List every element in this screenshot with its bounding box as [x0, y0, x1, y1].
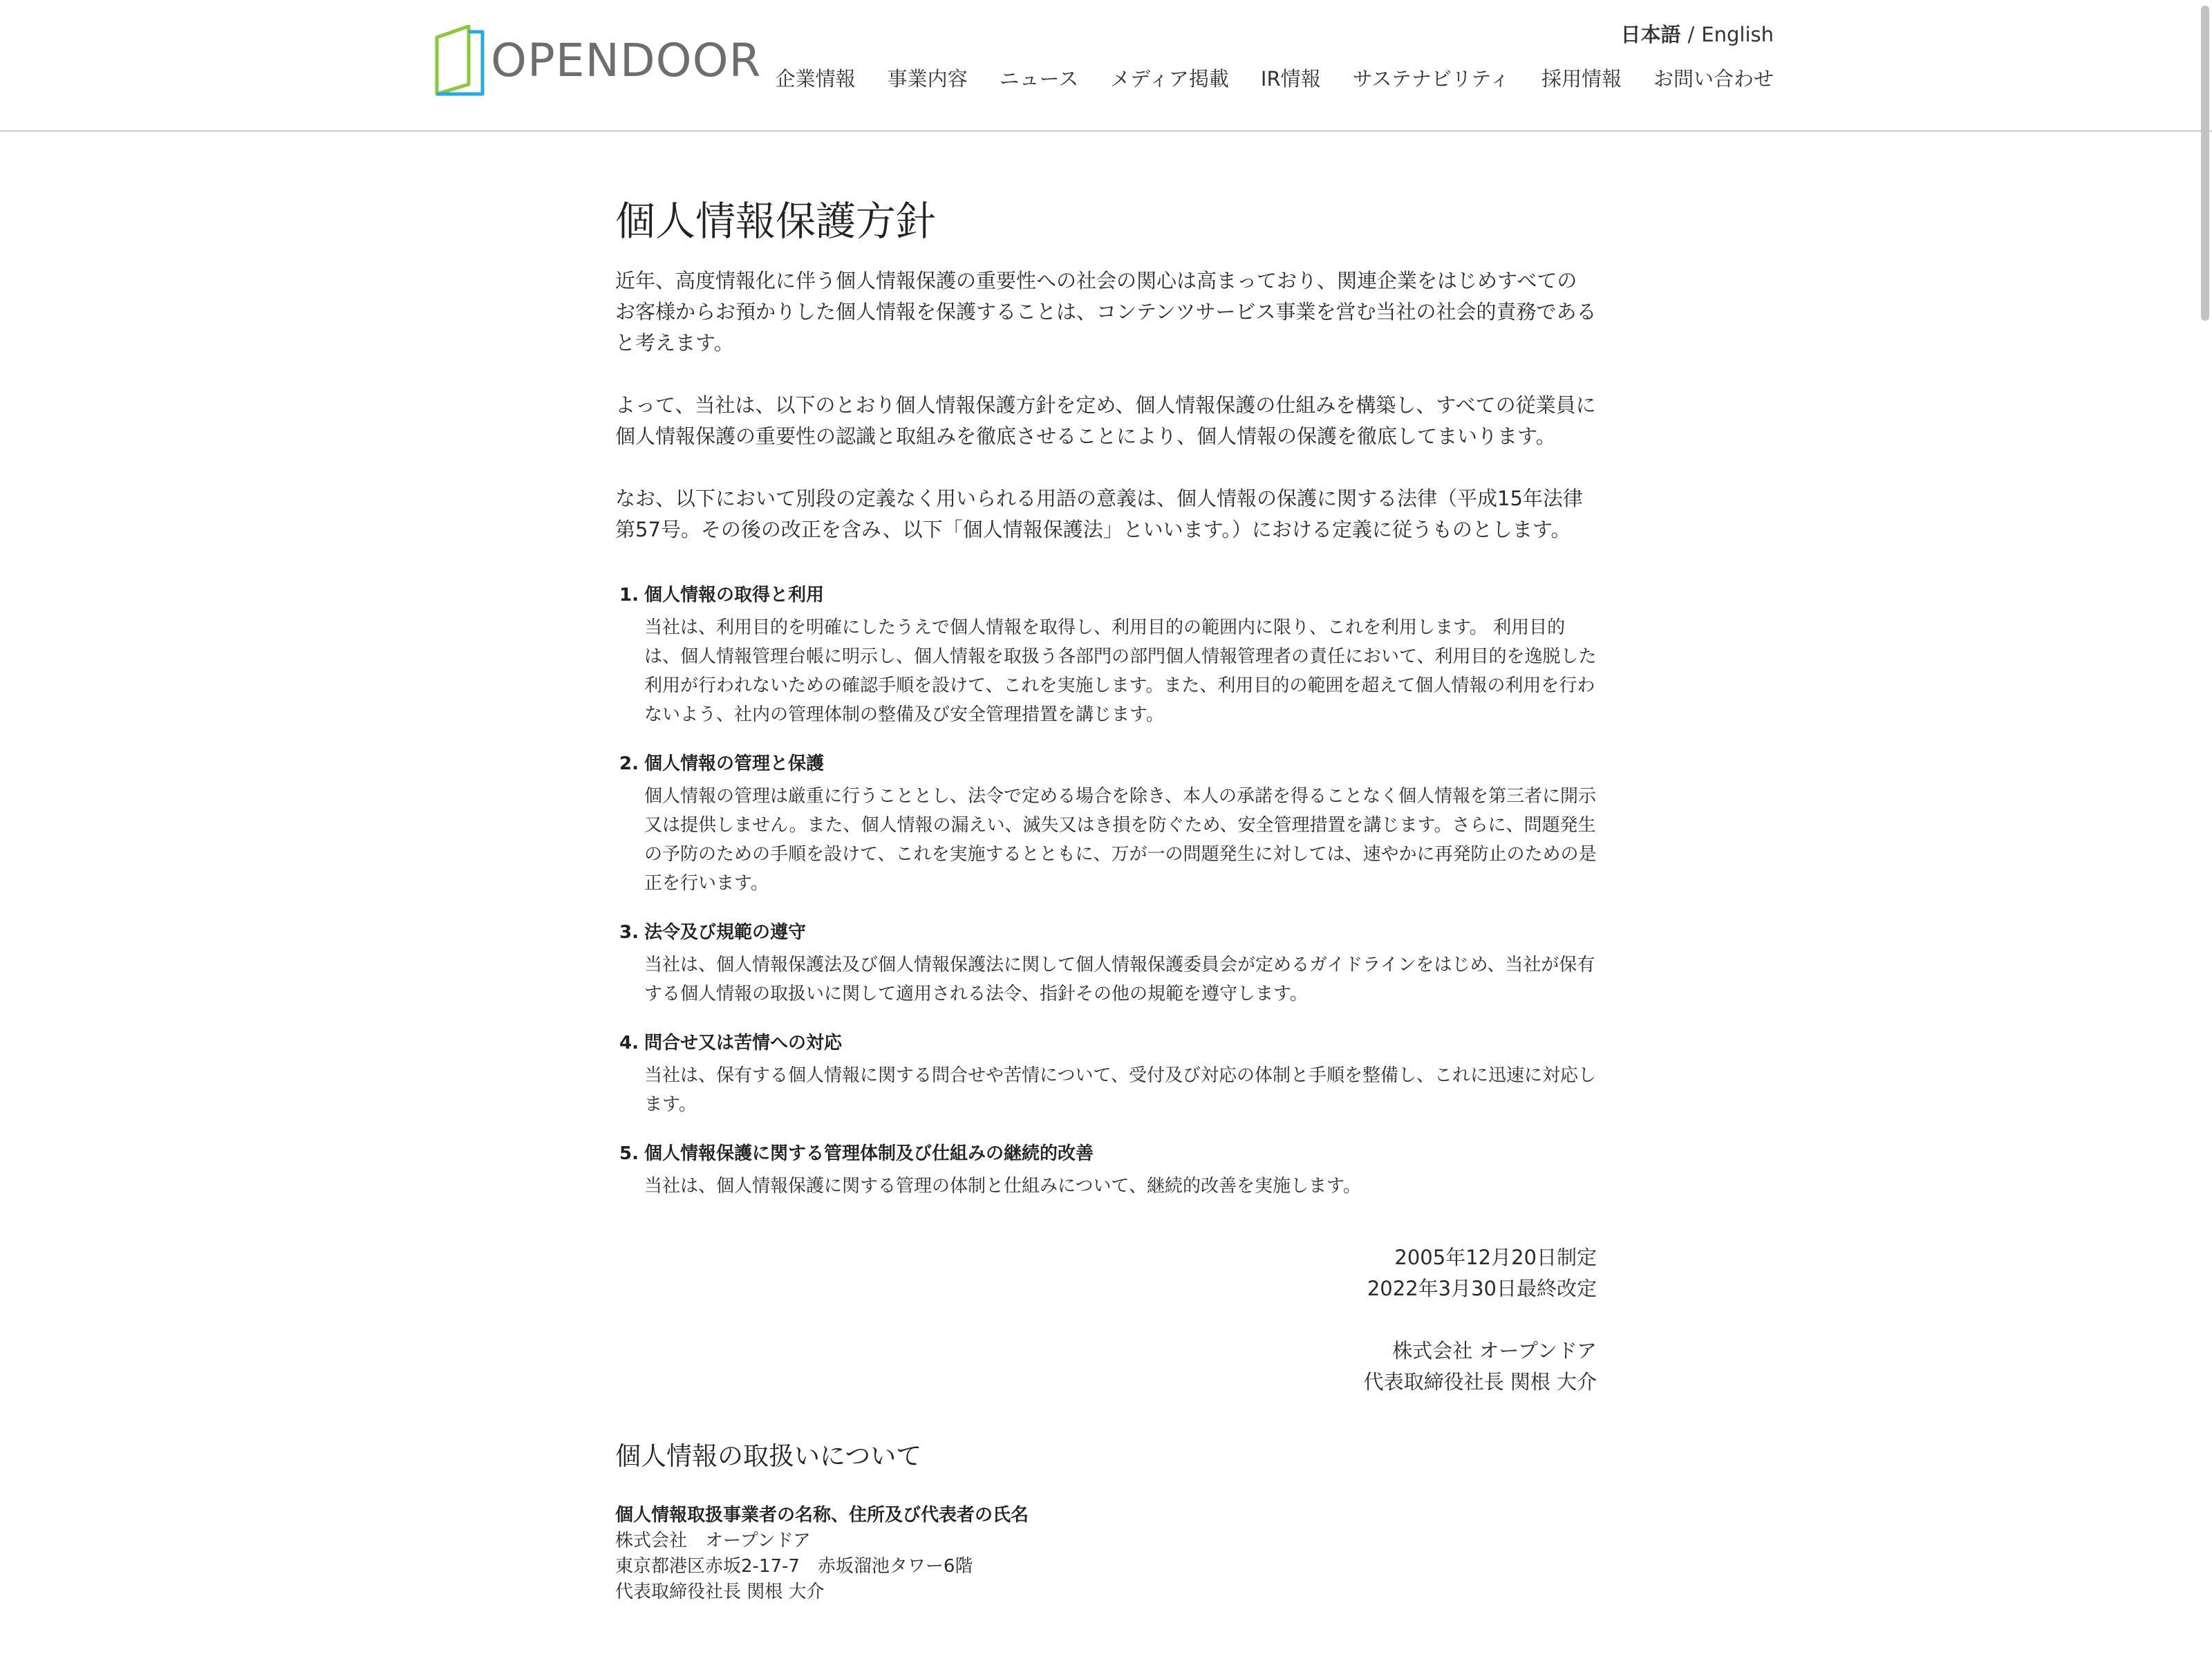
policy-item	[615, 750, 1597, 898]
nav-business[interactable]: 事業内容	[887, 67, 968, 91]
policy-number: 2.	[619, 753, 639, 774]
handler-company: 株式会社 オープンドア	[615, 1530, 811, 1551]
policy-item	[615, 919, 1597, 1009]
main-nav	[776, 64, 1774, 92]
lang-english-link[interactable]: English	[1701, 23, 1774, 46]
policy-heading	[615, 1029, 1597, 1057]
policy-body: 個人情報の管理は厳重に行うこととし、法令で定める場合を除き、本人の承諾を得ることなく個人情報を第三者に開示又は提供しません。また、個人情報の漏えい、滅失又はき損を防ぐため、安全管理措置を講じます。さらに、問題発生の予防のための手順を設けて、これを実施するとともに、万が一の問題発生に対しては、速やかに再発防止のための是正を行います。	[644, 786, 1597, 894]
policy-heading-text: 個人情報保護に関する管理体制及び仕組みの継続的改善	[644, 1143, 1094, 1164]
handler-heading: 個人情報取扱事業者の名称、住所及び代表者の氏名	[615, 1505, 1029, 1526]
spacer	[615, 1304, 1597, 1335]
handler-address: 東京都港区赤坂2-17-7 赤坂溜池タワー6階	[615, 1556, 973, 1577]
page-title: 個人情報保護方針	[615, 198, 937, 245]
logo-text: OPENDOOR	[491, 34, 762, 87]
nav-recruit[interactable]: 採用情報	[1541, 67, 1622, 91]
nav-company-info[interactable]: 企業情報	[775, 67, 856, 91]
section-title: 個人情報の取扱いについて	[615, 1441, 922, 1471]
vertical-scrollbar[interactable]	[2198, 0, 2212, 1659]
intro-paragraph: よって、当社は、以下のとおり個人情報保護方針を定め、個人情報保護の仕組みを構築し、すべての従業員に個人情報保護の重要性の認識と取組みを徹底させることにより、個人情報の保護を徹底してまいります。	[615, 393, 1596, 448]
intro	[615, 265, 1597, 545]
policy-item	[615, 1140, 1597, 1201]
policy-heading-text: 個人情報の取得と利用	[644, 585, 824, 606]
lang-separator: /	[1687, 23, 1695, 46]
nav-media[interactable]: メディア掲載	[1110, 67, 1229, 91]
policy-heading	[615, 750, 1597, 778]
nav-sustainability[interactable]: サステナビリティ	[1352, 67, 1510, 91]
policy-body: 当社は、個人情報保護に関する管理の体制と仕組みについて、継続的改善を実施します。	[644, 1176, 1361, 1197]
opendoor-logo[interactable]	[434, 25, 761, 97]
revised-date: 2022年3月30日最終改定	[1367, 1277, 1597, 1300]
site-header	[0, 0, 2212, 132]
main-content	[615, 187, 1597, 1605]
policy-body: 当社は、利用目的を明確にしたうえで個人情報を取得し、利用目的の範囲内に限り、これを利用します。 利用目的は、個人情報管理台帳に明示し、個人情報を取扱う各部門の部門個人情報管理者の責任において、利用目的を逸脱した利用が行われないための確認手順を設けて、これを実施します。また、利用目的の範囲を超えて個人情報の利用を行わないよう、社内の管理体制の整備及び安全管理措置を講じます。	[644, 617, 1597, 725]
policy-body: 当社は、個人情報保護法及び個人情報保護法に関して個人情報保護委員会が定めるガイドラインをはじめ、当社が保有する個人情報の取扱いに関して適用される法令、指針その他の規範を遵守します。	[644, 955, 1595, 1004]
policy-number: 5.	[619, 1143, 639, 1164]
policy-heading-text: 個人情報の管理と保護	[644, 753, 824, 774]
handler-info	[615, 1503, 1597, 1605]
policy-heading-text: 法令及び規範の遵守	[644, 922, 806, 943]
policy-heading-text: 問合せ又は苦情への対応	[644, 1033, 842, 1053]
policy-heading	[615, 581, 1597, 609]
nav-ir[interactable]: IR情報	[1260, 67, 1321, 91]
language-switch	[1620, 19, 1774, 48]
policy-number: 4.	[619, 1033, 639, 1053]
policy-number: 3.	[619, 922, 639, 943]
handler-representative: 代表取締役社長 関根 大介	[615, 1582, 825, 1602]
established-date: 2005年12月20日制定	[1394, 1246, 1597, 1269]
policy-item	[615, 581, 1597, 729]
open-door-logo-icon	[434, 25, 485, 97]
policy-number: 1.	[619, 585, 639, 606]
policy-item	[615, 1029, 1597, 1119]
scrollbar-thumb[interactable]	[2201, 6, 2209, 321]
nav-contact[interactable]: お問い合わせ	[1653, 67, 1774, 91]
company-name: 株式会社 オープンドア	[1392, 1339, 1597, 1362]
nav-news[interactable]: ニュース	[999, 67, 1079, 91]
signature-block	[615, 1242, 1597, 1398]
policy-body: 当社は、保有する個人情報に関する問合せや苦情について、受付及び対応の体制と手順を整備し、これに迅速に対応します。	[644, 1065, 1596, 1115]
intro-paragraph: なお、以下において別段の定義なく用いられる用語の意義は、個人情報の保護に関する法律（平成15年法律第57号。その後の改正を含み、以下「個人情報保護法」といいます。）における定義に従うものとします。	[615, 487, 1583, 541]
lang-japanese[interactable]: 日本語	[1620, 23, 1681, 46]
policy-list	[615, 581, 1597, 1201]
representative-name: 代表取締役社長 関根 大介	[1363, 1370, 1597, 1394]
intro-paragraph: 近年、高度情報化に伴う個人情報保護の重要性への社会の関心は高まっており、関連企業をはじめすべてのお客様からお預かりした個人情報を保護することは、コンテンツサービス事業を営む当社の社会的責務であると考えます。	[615, 269, 1597, 355]
policy-heading	[615, 1140, 1597, 1168]
policy-heading	[615, 919, 1597, 946]
